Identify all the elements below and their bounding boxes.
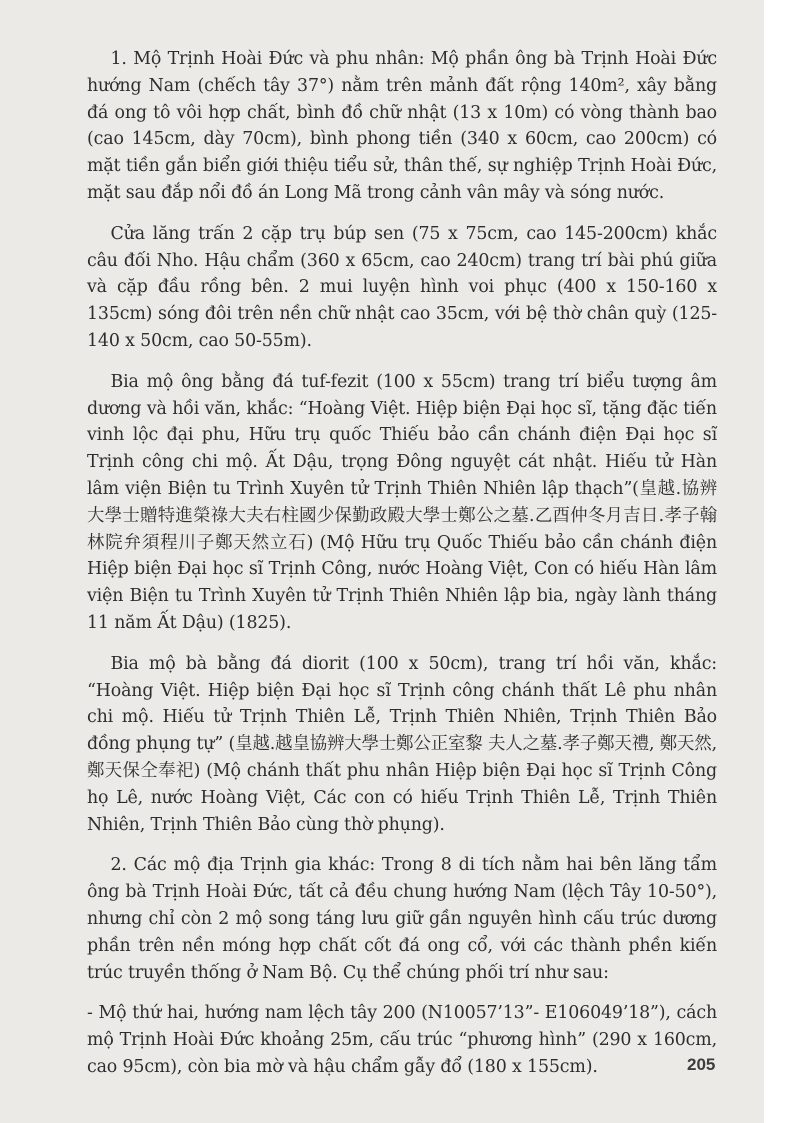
paragraph-wife-stele: Bia mộ bà bằng đá diorit (100 x 50cm), trang trí hồi văn, khắc: “Hoàng Việt. Hiệp biện Đại học sĩ Trịnh công chánh thất Lê phu nhân chi mộ. Hiếu tử Trịnh Thiên Lễ, Trịnh Thiên Nhiên, Trịnh Thiên Bảo đồng phụng tự” (皇越.越皇協辨大學士鄭公正室黎 夫人之墓.孝子鄭天禮, 鄭天然, 鄭天保仝奉祀) (Mộ chánh thất phu nhân Hiệp biện Đại học sĩ Trịnh Công họ Lê, nước Hoàng Việt, Các con có hiếu Trịnh Thiên Lễ, Trịnh Thiên Nhiên, Trịnh Thiên Bảo cùng thờ phụng). [87, 653, 717, 835]
page-edge [764, 0, 793, 1123]
paragraph-tomb-gate: Cửa lăng trấn 2 cặp trụ búp sen (75 x 75cm, cao 145-200cm) khắc câu đối Nho. Hậu chẩm (360 x 65cm, cao 240cm) trang trí bài phú giữa và cặp đầu rồng bên. 2 mui luyện hình voi phục (400 x 150-160 x 135cm) sóng đôi trên nền chữ nhật cao 35cm, với bệ thờ chân quỳ (125-140 x 50cm, cao 50-55m). [87, 223, 717, 351]
paragraph-other-tombs: 2. Các mộ địa Trịnh gia khác: Trong 8 di tích nằm hai bên lăng tẩm ông bà Trịnh Hoài Đức, tất cả đều chung hướng Nam (lệch Tây 10-50°), nhưng chỉ còn 2 mộ song táng lưu giữ gần nguyên hình cấu trúc dương phần trên nền móng hợp chất cốt đá ong cổ, với các thành phền kiến trúc truyền thống ở Nam Bộ. Cụ thể chúng phối trí như sau: [87, 855, 717, 983]
paragraph-tomb-overview: 1. Mộ Trịnh Hoài Đức và phu nhân: Mộ phần ông bà Trịnh Hoài Đức hướng Nam (chếch tây 37°) nằm trên mảnh đất rộng 140m², xây bằng đá ong tô vôi hợp chất, bình đồ chữ nhật (13 x 10m) có vòng thành bao (cao 145cm, dày 70cm), bình phong tiền (340 x 60cm, cao 200cm) có mặt tiền gắn biển giới thiệu tiểu sử, thân thế, sự nghiệp Trịnh Hoài Đức, mặt sau đắp nổi đồ án Long Mã trong cảnh vân mây và sóng nước. [87, 49, 717, 203]
paragraph-second-tomb: - Mộ thứ hai, hướng nam lệch tây 200 (N10057’13”- E106049’18”), cách mộ Trịnh Hoài Đức khoảng 25m, cấu trúc “phương hình” (290 x 160cm, cao 95cm), còn bia mờ và hậu chẩm gẫy đổ (180 x 155cm). [87, 1003, 717, 1077]
paragraph-husband-stele: Bia mộ ông bằng đá tuf-fezit (100 x 55cm) trang trí biểu tượng âm dương và hồi văn, khắc: “Hoàng Việt. Hiệp biện Đại học sĩ, tặng đặc tiến vinh lộc đại phu, Hữu trụ quốc Thiếu bảo cần chánh điện Đại học sĩ Trịnh công chi mộ. Ất Dậu, trọng Đông nguyệt cát nhật. Hiếu tử Hàn lâm viện Biện tu Trình Xuyên tử Trịnh Thiên Nhiên lập thạch”(皇越.協辨大學士贈特進榮祿大夫右柱國少保勤政殿大學士鄭公之墓.乙酉仲冬月吉日.孝子翰林院弁須程川子鄭天然立石) (Mộ Hữu trụ Quốc Thiếu bảo cần chánh điện Hiệp biện Đại học sĩ Trịnh Công, nước Hoàng Việt, Con có hiếu Hàn lâm viện Biện tu Trình Xuyên tử Trịnh Thiên Nhiên lập bia, ngày lành tháng 11 năm Ất Dậu) (1825). [87, 371, 717, 633]
page-number: 205 [687, 1055, 716, 1074]
page-body [87, 46, 717, 1095]
